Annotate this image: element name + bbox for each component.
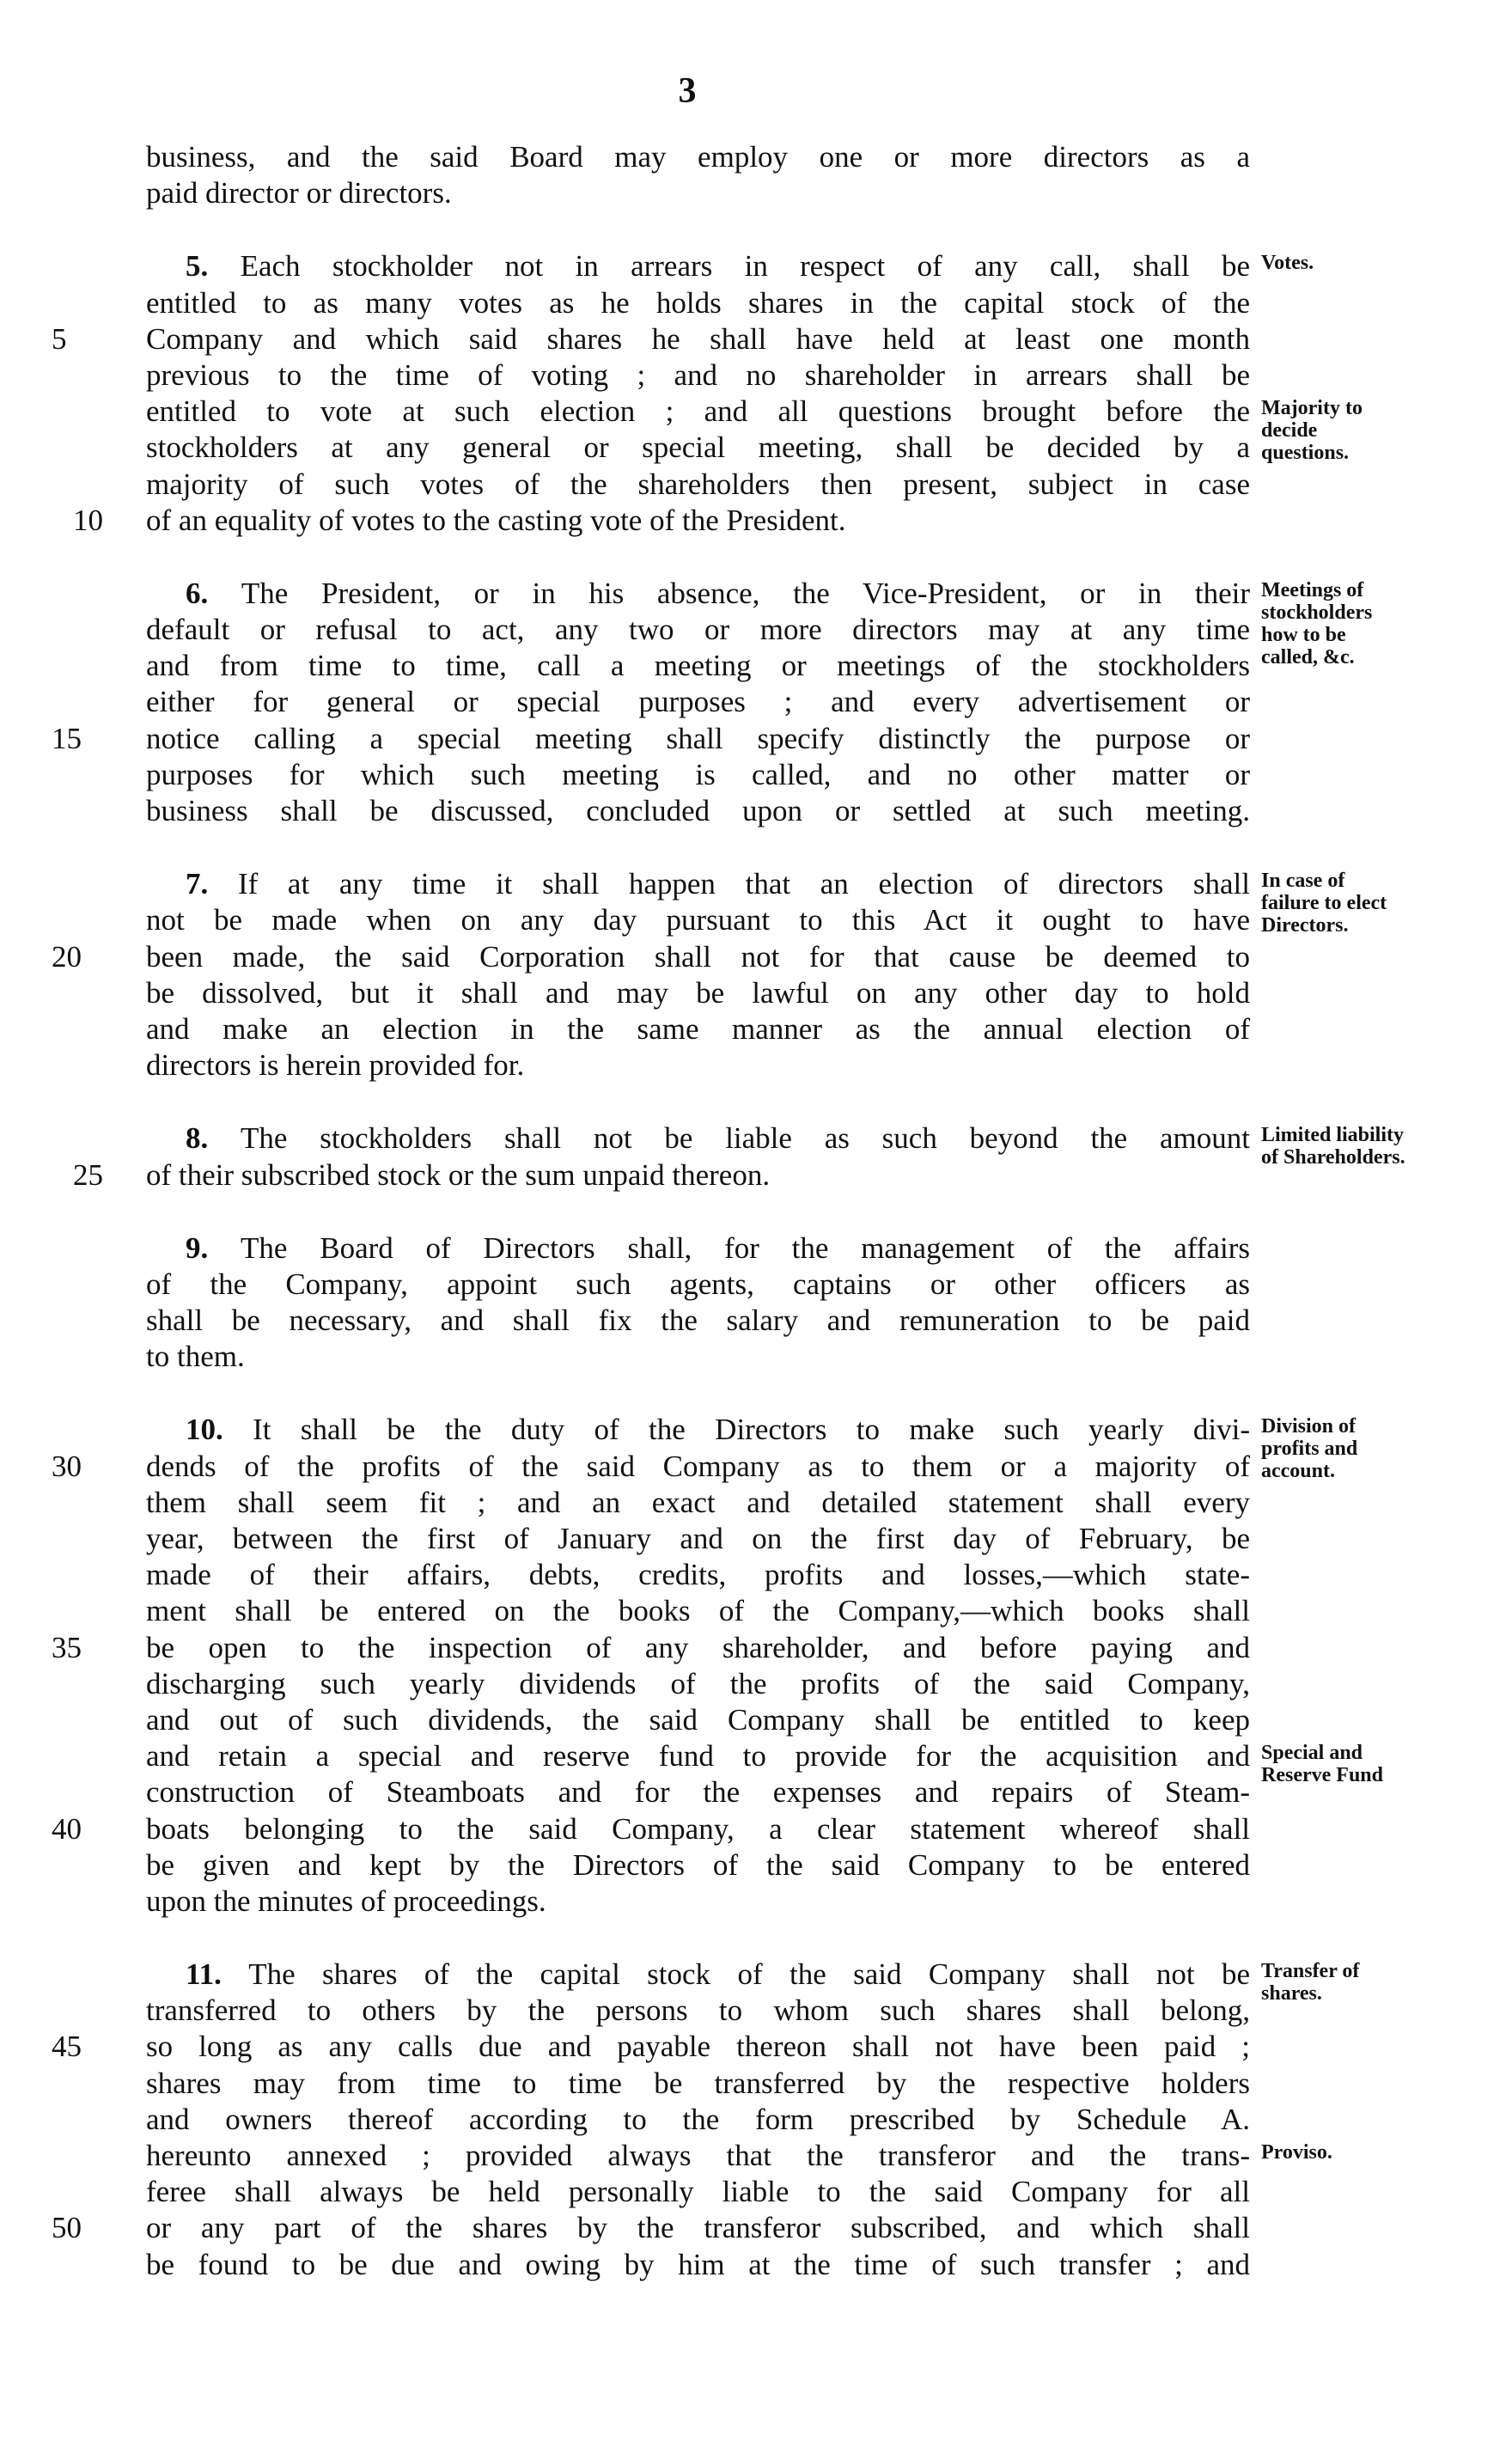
line-text: be found to be due and owing by him at the time of such transfer ; and xyxy=(146,2247,1250,2281)
line-text: or any part of the shares by the transferor subscribed, and which shall xyxy=(146,2211,1250,2245)
paragraph xyxy=(52,576,1373,829)
text-line xyxy=(146,576,1250,612)
text-line xyxy=(146,2066,1250,2102)
line-text: discharging such yearly dividends of the profits of the said Company, xyxy=(146,1666,1250,1700)
line-text: entitled to vote at such election ; and all questions brought before the xyxy=(146,394,1250,429)
section-number: 10. xyxy=(186,1413,253,1447)
line-text: business, and the said Board may employ one or more directors as a xyxy=(146,140,1250,174)
line-text: stockholders at any general or special meeting, shall be decided by a xyxy=(146,430,1250,465)
text-line xyxy=(146,1557,1250,1593)
line-text: of their subscribed stock or the sum unpaid thereon. xyxy=(146,1157,771,1192)
section-number: 7. xyxy=(186,867,238,901)
line-text: upon the minutes of proceedings. xyxy=(146,1883,546,1918)
text-line xyxy=(146,394,1250,430)
text-line xyxy=(146,1666,1250,1702)
line-text: and owners thereof according to the form prescribed by Schedule A. xyxy=(146,2102,1250,2136)
text-line xyxy=(146,1303,1250,1339)
line-text: of the Company, appoint such agents, captains or other officers as xyxy=(146,1267,1250,1301)
paragraph-gap xyxy=(146,1920,1250,1957)
text-line xyxy=(146,285,1250,321)
text-line xyxy=(146,757,1250,793)
text-line xyxy=(146,1593,1250,1629)
text-line xyxy=(146,1774,1250,1810)
text-line xyxy=(146,1847,1250,1883)
paragraph-gap xyxy=(146,1375,1250,1412)
line-number: 25 xyxy=(73,1157,103,1192)
line-text: majority of such votes of the shareholders then present, subject in case xyxy=(146,467,1250,501)
line-text: The shares of the capital stock of the said Company shall not be xyxy=(248,1957,1250,1992)
paragraph-gap xyxy=(146,539,1250,576)
line-text: dends of the profits of the said Company as to them or a majority of xyxy=(146,1449,1250,1483)
margin-note: Proviso. xyxy=(1261,2141,1332,2164)
text-line xyxy=(146,1230,1250,1267)
section-number: 9. xyxy=(186,1230,241,1265)
line-text: Company and which said shares he shall have held at least one month xyxy=(146,321,1250,356)
paragraph-gap xyxy=(146,1194,1250,1230)
line-text: either for general or special purposes ; and every advertisement or xyxy=(146,685,1250,719)
line-text: feree shall always be held personally liable to the said Company for all xyxy=(146,2175,1250,2209)
section-number: 8. xyxy=(186,1121,241,1156)
line-text: so long as any calls due and payable thereon shall not have been paid ; xyxy=(146,2030,1250,2064)
margin-note: In case of failure to elect Directors. xyxy=(1261,870,1387,937)
paragraph-gap xyxy=(146,211,1250,248)
line-text: purposes for which such meeting is called, and no other matter or xyxy=(146,757,1250,791)
margin-note: Meetings of stockholders how to be called, &c. xyxy=(1261,578,1373,668)
text-line xyxy=(52,1449,1250,1485)
line-text: ment shall be entered on the books of the Company,—which books shall xyxy=(146,1594,1250,1628)
paragraph xyxy=(52,1957,1360,2283)
line-text: shall be necessary, and shall fix the salary and remuneration to be paid xyxy=(146,1303,1250,1338)
paragraph xyxy=(52,866,1387,1084)
text-line xyxy=(146,1957,1250,1993)
line-text: and retain a special and reserve fund to provide for the acquisition and xyxy=(146,1739,1250,1774)
paragraph xyxy=(146,1230,1250,1376)
margin-note: Special and Reserve Fund xyxy=(1261,1742,1383,1787)
line-number: 35 xyxy=(52,1630,82,1664)
text-line xyxy=(146,1485,1250,1521)
line-number: 30 xyxy=(52,1449,82,1483)
text-line xyxy=(146,1047,1250,1084)
line-text: directors is herein provided for. xyxy=(146,1048,525,1083)
line-text: to them. xyxy=(146,1340,245,1374)
text-line xyxy=(146,2247,1250,2283)
line-text: previous to the time of voting ; and no shareholder in arrears shall be xyxy=(146,357,1250,392)
text-line xyxy=(146,793,1250,829)
text-line xyxy=(146,1267,1250,1303)
text-line xyxy=(146,139,1250,175)
text-line xyxy=(146,467,1250,503)
text-line xyxy=(146,975,1250,1011)
line-text: be dissolved, but it shall and may be lawful on any other day to hold xyxy=(146,975,1250,1010)
section-number: 6. xyxy=(186,576,241,610)
line-text: and out of such dividends, the said Company shall be entitled to keep xyxy=(146,1702,1250,1737)
text-line xyxy=(146,2138,1250,2174)
text-line xyxy=(73,1157,1250,1194)
line-text: transferred to others by the persons to whom such shares shall belong, xyxy=(146,1993,1250,2028)
text-line xyxy=(52,721,1250,757)
paragraph xyxy=(52,1412,1383,1920)
text-line xyxy=(52,1811,1250,1847)
text-line xyxy=(146,1702,1250,1738)
line-text: entitled to as many votes as he holds shares in the capital stock of the xyxy=(146,285,1250,320)
line-number: 40 xyxy=(52,1811,82,1846)
margin-note: Limited liability of Shareholders. xyxy=(1261,1124,1405,1169)
line-text: The President, or in his absence, the Vice-President, or in their xyxy=(241,576,1251,610)
paragraph xyxy=(73,1120,1405,1193)
text-line xyxy=(146,1993,1250,2029)
text-line xyxy=(146,2102,1250,2138)
line-text: construction of Steamboats and for the expenses and repairs of Steam- xyxy=(146,1775,1250,1810)
line-number: 15 xyxy=(52,721,82,755)
section-number: 11. xyxy=(186,1957,249,1992)
line-text: shares may from time to time be transferred by the respective holders xyxy=(146,2066,1250,2100)
document-body xyxy=(52,139,1405,2283)
paragraph-gap xyxy=(146,1084,1250,1120)
text-line xyxy=(146,866,1250,902)
text-line xyxy=(146,1339,1250,1375)
line-text: and make an election in the same manner as the annual election of xyxy=(146,1011,1250,1046)
text-line xyxy=(73,503,1250,539)
line-text: be given and kept by the Directors of the said Company to be entered xyxy=(146,1847,1250,1882)
section-number: 5. xyxy=(186,249,241,284)
text-line xyxy=(146,248,1250,284)
line-text: business shall be discussed, concluded upon or settled at such meeting. xyxy=(146,794,1250,827)
line-text: be open to the inspection of any shareholder, and before paying and xyxy=(146,1630,1250,1664)
line-number: 5 xyxy=(52,321,67,356)
line-text: If at any time it shall happen that an election of directors shall xyxy=(237,867,1251,901)
text-line xyxy=(52,2029,1250,2065)
line-text: them shall seem fit ; and an exact and detailed statement shall every xyxy=(146,1485,1250,1519)
paragraph xyxy=(52,248,1363,539)
line-text: It shall be the duty of the Directors to make such yearly divi- xyxy=(253,1413,1250,1447)
paragraph xyxy=(146,139,1250,211)
text-line xyxy=(146,430,1250,466)
line-text: paid director or directors. xyxy=(146,176,452,211)
line-number: 20 xyxy=(52,939,82,974)
paragraph-gap xyxy=(146,829,1250,866)
text-line xyxy=(146,648,1250,684)
text-line xyxy=(146,357,1250,394)
text-line xyxy=(52,321,1250,357)
text-line xyxy=(146,1011,1250,1047)
line-text: made of their affairs, debts, credits, profits and losses,—which state- xyxy=(146,1558,1250,1592)
text-line xyxy=(52,939,1250,975)
page-number: 3 xyxy=(678,71,697,111)
margin-note: Transfer of shares. xyxy=(1261,1960,1360,2005)
line-text: and from time to time, call a meeting or meetings of the stockholders xyxy=(146,649,1250,683)
text-line xyxy=(146,175,1250,211)
line-text: The Board of Directors shall, for the management of the affairs xyxy=(241,1230,1250,1265)
margin-note: Majority to decide questions. xyxy=(1261,397,1363,465)
text-line xyxy=(146,1738,1250,1774)
line-text: default or refusal to act, any two or more directors may at any time xyxy=(146,613,1250,647)
text-line xyxy=(146,1521,1250,1557)
margin-note: Votes. xyxy=(1261,252,1314,275)
line-number: 10 xyxy=(73,503,103,537)
line-text: year, between the first of January and on the first day of February, be xyxy=(146,1522,1250,1555)
line-text: been made, the said Corporation shall not for that cause be deemed to xyxy=(146,939,1250,974)
line-text: boats belonging to the said Company, a clear statement whereof shall xyxy=(146,1811,1250,1846)
text-line xyxy=(146,902,1250,938)
text-line xyxy=(52,2210,1250,2246)
text-line xyxy=(146,2174,1250,2210)
line-text: hereunto annexed ; provided always that the transferor and the trans- xyxy=(146,2139,1250,2172)
text-line xyxy=(146,684,1250,720)
line-number: 50 xyxy=(52,2211,82,2245)
line-text: Each stockholder not in arrears in respect of any call, shall be xyxy=(240,249,1250,284)
line-text: The stockholders shall not be liable as such beyond the amount xyxy=(241,1121,1250,1156)
text-line xyxy=(146,1120,1250,1157)
line-text: notice calling a special meeting shall specify distinctly the purpose or xyxy=(146,721,1250,755)
text-line xyxy=(146,1412,1250,1448)
margin-note: Division of profits and account. xyxy=(1261,1415,1358,1483)
line-text: not be made when on any day pursuant to this Act it ought to have xyxy=(146,903,1250,937)
line-number: 45 xyxy=(52,2030,82,2064)
line-text: of an equality of votes to the casting vote of the President. xyxy=(146,503,846,537)
text-line xyxy=(146,612,1250,648)
text-line xyxy=(52,1630,1250,1666)
text-line xyxy=(146,1883,1250,1920)
